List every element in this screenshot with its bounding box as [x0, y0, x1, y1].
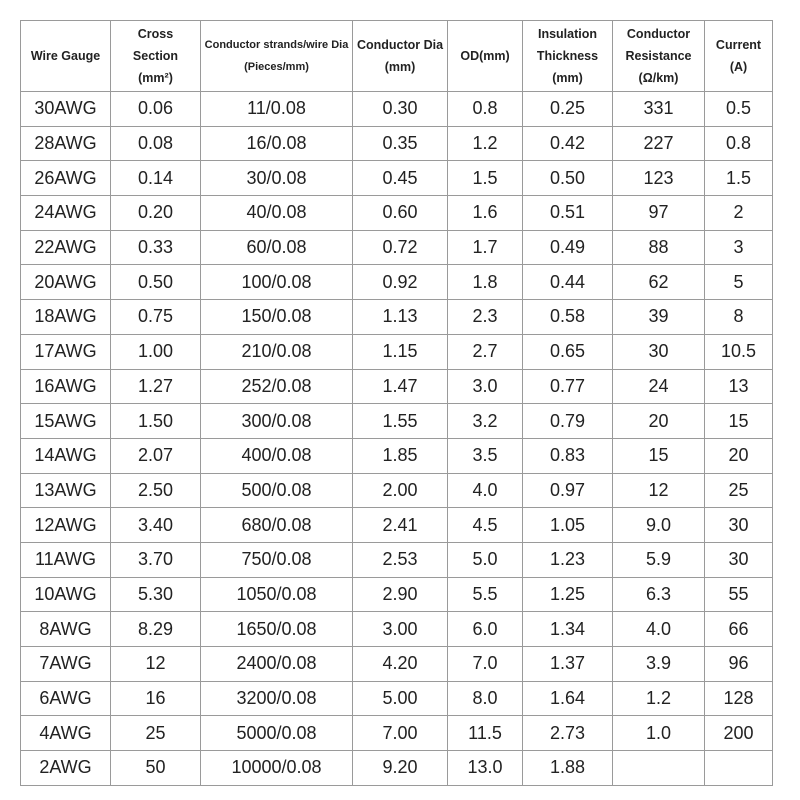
- table-cell: 0.51: [523, 196, 613, 231]
- table-cell: 0.30: [353, 92, 448, 127]
- header-line: (mm): [384, 60, 416, 74]
- table-cell: 9.0: [613, 508, 705, 543]
- header-line: Cross: [137, 27, 174, 41]
- table-cell: 210/0.08: [201, 334, 353, 369]
- table-cell: 1.25: [523, 577, 613, 612]
- table-cell: 9.20: [353, 751, 448, 786]
- table-row: [21, 508, 773, 543]
- table-cell: 5.00: [353, 681, 448, 716]
- table-cell: 25: [111, 716, 201, 751]
- table-row: [21, 404, 773, 439]
- table-cell: 0.06: [111, 92, 201, 127]
- table-cell: 3.9: [613, 647, 705, 682]
- header-line: (Pieces/mm): [244, 61, 309, 73]
- table-cell: 10AWG: [21, 577, 111, 612]
- table-cell: 10.5: [705, 334, 773, 369]
- cross-section-header: [111, 21, 201, 92]
- table-cell: 6AWG: [21, 681, 111, 716]
- table-cell: 30: [705, 508, 773, 543]
- table-cell: 1.15: [353, 334, 448, 369]
- table-cell: 2400/0.08: [201, 647, 353, 682]
- conductor-dia-header: [353, 21, 448, 92]
- table-cell: 30: [705, 542, 773, 577]
- table-cell: 24AWG: [21, 196, 111, 231]
- table-cell: 30: [613, 334, 705, 369]
- table-row: [21, 473, 773, 508]
- table-cell: 3.40: [111, 508, 201, 543]
- table-cell: 13.0: [448, 751, 523, 786]
- table-cell: 227: [613, 126, 705, 161]
- table-cell: 0.25: [523, 92, 613, 127]
- header-line: Thickness: [536, 49, 599, 63]
- od-header: [448, 21, 523, 92]
- table-cell: 1.6: [448, 196, 523, 231]
- table-cell: 0.44: [523, 265, 613, 300]
- table-cell: 750/0.08: [201, 542, 353, 577]
- table-cell: 0.45: [353, 161, 448, 196]
- table-cell: 0.8: [448, 92, 523, 127]
- table-cell: 11.5: [448, 716, 523, 751]
- insulation-thickness-header: [523, 21, 613, 92]
- table-cell: 15: [705, 404, 773, 439]
- table-cell: 22AWG: [21, 230, 111, 265]
- table-cell: 680/0.08: [201, 508, 353, 543]
- table-cell: 8: [705, 300, 773, 335]
- table-cell: 28AWG: [21, 126, 111, 161]
- table-cell: 18AWG: [21, 300, 111, 335]
- table-row: [21, 647, 773, 682]
- header-line: OD(mm): [460, 49, 510, 63]
- table-cell: 0.92: [353, 265, 448, 300]
- table-cell: 0.75: [111, 300, 201, 335]
- table-cell: 1.2: [448, 126, 523, 161]
- header-line: Conductor Dia: [356, 38, 444, 52]
- table-cell: 331: [613, 92, 705, 127]
- table-cell: 55: [705, 577, 773, 612]
- header-line: Insulation: [537, 27, 598, 41]
- header-line: (Ω/km): [638, 71, 679, 85]
- table-cell: 8.29: [111, 612, 201, 647]
- table-row: [21, 300, 773, 335]
- table-cell: 0.20: [111, 196, 201, 231]
- table-row: [21, 161, 773, 196]
- table-cell: 11/0.08: [201, 92, 353, 127]
- table-cell: 2AWG: [21, 751, 111, 786]
- table-cell: 14AWG: [21, 438, 111, 473]
- table-cell: 0.35: [353, 126, 448, 161]
- table-cell: 6.0: [448, 612, 523, 647]
- table-cell: 1.13: [353, 300, 448, 335]
- table-cell: 30AWG: [21, 92, 111, 127]
- table-cell: 0.97: [523, 473, 613, 508]
- table-cell: 3.00: [353, 612, 448, 647]
- table-cell: 1.34: [523, 612, 613, 647]
- table-cell: 8AWG: [21, 612, 111, 647]
- table-cell: 1.5: [705, 161, 773, 196]
- table-body: [21, 92, 773, 786]
- table-cell: 2.7: [448, 334, 523, 369]
- table-row: [21, 681, 773, 716]
- table-cell: 0.58: [523, 300, 613, 335]
- table-cell: 12: [111, 647, 201, 682]
- table-cell: 7AWG: [21, 647, 111, 682]
- table-cell: 2.07: [111, 438, 201, 473]
- table-cell: 2.50: [111, 473, 201, 508]
- table-cell: 0.33: [111, 230, 201, 265]
- table-cell: 20: [705, 438, 773, 473]
- table-cell: 1.2: [613, 681, 705, 716]
- wire-gauge-header: [21, 21, 111, 92]
- table-cell: 26AWG: [21, 161, 111, 196]
- table-cell: 1.88: [523, 751, 613, 786]
- table-cell: 3.5: [448, 438, 523, 473]
- table-cell: 200: [705, 716, 773, 751]
- table-row: [21, 126, 773, 161]
- table-cell: 2.90: [353, 577, 448, 612]
- table-cell: 4.0: [613, 612, 705, 647]
- table-row: [21, 577, 773, 612]
- table-cell: 1.27: [111, 369, 201, 404]
- table-cell: 1.00: [111, 334, 201, 369]
- table-cell: 15: [613, 438, 705, 473]
- table-header-row: [21, 21, 773, 92]
- table-row: [21, 265, 773, 300]
- table-cell: 0.72: [353, 230, 448, 265]
- table-cell: 0.50: [111, 265, 201, 300]
- table-cell: 8.0: [448, 681, 523, 716]
- table-cell: 0.08: [111, 126, 201, 161]
- table-cell: 1.50: [111, 404, 201, 439]
- table-cell: 60/0.08: [201, 230, 353, 265]
- table-row: [21, 438, 773, 473]
- table-cell: 2: [705, 196, 773, 231]
- table-cell: 3200/0.08: [201, 681, 353, 716]
- table-cell: 1.47: [353, 369, 448, 404]
- header-line: Section: [132, 49, 179, 63]
- header-line: Conductor: [626, 27, 691, 41]
- table-cell: 0.49: [523, 230, 613, 265]
- table-cell: 1.85: [353, 438, 448, 473]
- table-cell: 300/0.08: [201, 404, 353, 439]
- table-row: [21, 612, 773, 647]
- table-cell: 100/0.08: [201, 265, 353, 300]
- table-cell: 252/0.08: [201, 369, 353, 404]
- table-cell: 0.79: [523, 404, 613, 439]
- table-cell: 16/0.08: [201, 126, 353, 161]
- table-cell: 1.0: [613, 716, 705, 751]
- table-cell: [705, 751, 773, 786]
- table-cell: 2.3: [448, 300, 523, 335]
- header-line: Conductor strands/wire Dia: [204, 39, 349, 51]
- table-row: [21, 334, 773, 369]
- table-cell: 0.14: [111, 161, 201, 196]
- current-header: [705, 21, 773, 92]
- table-cell: 16AWG: [21, 369, 111, 404]
- table-cell: 5000/0.08: [201, 716, 353, 751]
- table-cell: 2.41: [353, 508, 448, 543]
- table-cell: 62: [613, 265, 705, 300]
- table-cell: 5.9: [613, 542, 705, 577]
- table-cell: 0.8: [705, 126, 773, 161]
- wire-gauge-table-container: [20, 20, 773, 786]
- table-cell: 3.70: [111, 542, 201, 577]
- table-cell: 16: [111, 681, 201, 716]
- table-cell: 1.05: [523, 508, 613, 543]
- table-cell: 1.64: [523, 681, 613, 716]
- table-cell: 40/0.08: [201, 196, 353, 231]
- table-cell: 88: [613, 230, 705, 265]
- table-cell: 20: [613, 404, 705, 439]
- table-cell: 66: [705, 612, 773, 647]
- table-cell: 0.65: [523, 334, 613, 369]
- table-cell: 10000/0.08: [201, 751, 353, 786]
- table-cell: 25: [705, 473, 773, 508]
- table-cell: 39: [613, 300, 705, 335]
- table-cell: 123: [613, 161, 705, 196]
- header-line: (mm²): [138, 71, 173, 85]
- header-line: (mm): [552, 71, 583, 85]
- table-cell: 0.42: [523, 126, 613, 161]
- table-cell: 0.60: [353, 196, 448, 231]
- table-cell: 2.00: [353, 473, 448, 508]
- table-cell: 3.2: [448, 404, 523, 439]
- table-cell: 0.50: [523, 161, 613, 196]
- table-cell: 150/0.08: [201, 300, 353, 335]
- table-cell: 6.3: [613, 577, 705, 612]
- table-cell: 7.0: [448, 647, 523, 682]
- table-cell: 1.7: [448, 230, 523, 265]
- table-cell: 400/0.08: [201, 438, 353, 473]
- table-cell: 3.0: [448, 369, 523, 404]
- table-cell: 1050/0.08: [201, 577, 353, 612]
- header-line: (A): [729, 60, 748, 74]
- table-cell: 2.73: [523, 716, 613, 751]
- table-cell: 5.30: [111, 577, 201, 612]
- conductor-strands-header: [201, 21, 353, 92]
- header-line: Current: [715, 38, 762, 52]
- table-cell: 0.83: [523, 438, 613, 473]
- table-cell: 4.0: [448, 473, 523, 508]
- table-row: [21, 716, 773, 751]
- table-cell: 20AWG: [21, 265, 111, 300]
- table-row: [21, 369, 773, 404]
- table-cell: 500/0.08: [201, 473, 353, 508]
- table-cell: 1.55: [353, 404, 448, 439]
- wire-gauge-table: [20, 20, 773, 786]
- table-cell: 13: [705, 369, 773, 404]
- table-row: [21, 92, 773, 127]
- table-cell: 3: [705, 230, 773, 265]
- header-line: Wire Gauge: [30, 49, 101, 63]
- conductor-resistance-header: [613, 21, 705, 92]
- table-cell: 2.53: [353, 542, 448, 577]
- table-cell: 11AWG: [21, 542, 111, 577]
- table-row: [21, 196, 773, 231]
- table-cell: 97: [613, 196, 705, 231]
- header-line: Resistance: [625, 49, 692, 63]
- table-cell: 1650/0.08: [201, 612, 353, 647]
- table-cell: 0.5: [705, 92, 773, 127]
- table-cell: 4AWG: [21, 716, 111, 751]
- table-cell: 1.8: [448, 265, 523, 300]
- table-cell: 96: [705, 647, 773, 682]
- table-cell: 12AWG: [21, 508, 111, 543]
- table-cell: 1.5: [448, 161, 523, 196]
- table-cell: 1.37: [523, 647, 613, 682]
- table-cell: 50: [111, 751, 201, 786]
- table-cell: 7.00: [353, 716, 448, 751]
- table-row: [21, 751, 773, 786]
- table-cell: 4.20: [353, 647, 448, 682]
- table-row: [21, 542, 773, 577]
- table-cell: [613, 751, 705, 786]
- table-row: [21, 230, 773, 265]
- table-cell: 5.0: [448, 542, 523, 577]
- table-cell: 5.5: [448, 577, 523, 612]
- table-cell: 30/0.08: [201, 161, 353, 196]
- table-cell: 15AWG: [21, 404, 111, 439]
- table-cell: 4.5: [448, 508, 523, 543]
- table-cell: 1.23: [523, 542, 613, 577]
- table-cell: 17AWG: [21, 334, 111, 369]
- table-cell: 5: [705, 265, 773, 300]
- table-cell: 12: [613, 473, 705, 508]
- table-cell: 128: [705, 681, 773, 716]
- table-cell: 0.77: [523, 369, 613, 404]
- table-cell: 13AWG: [21, 473, 111, 508]
- table-cell: 24: [613, 369, 705, 404]
